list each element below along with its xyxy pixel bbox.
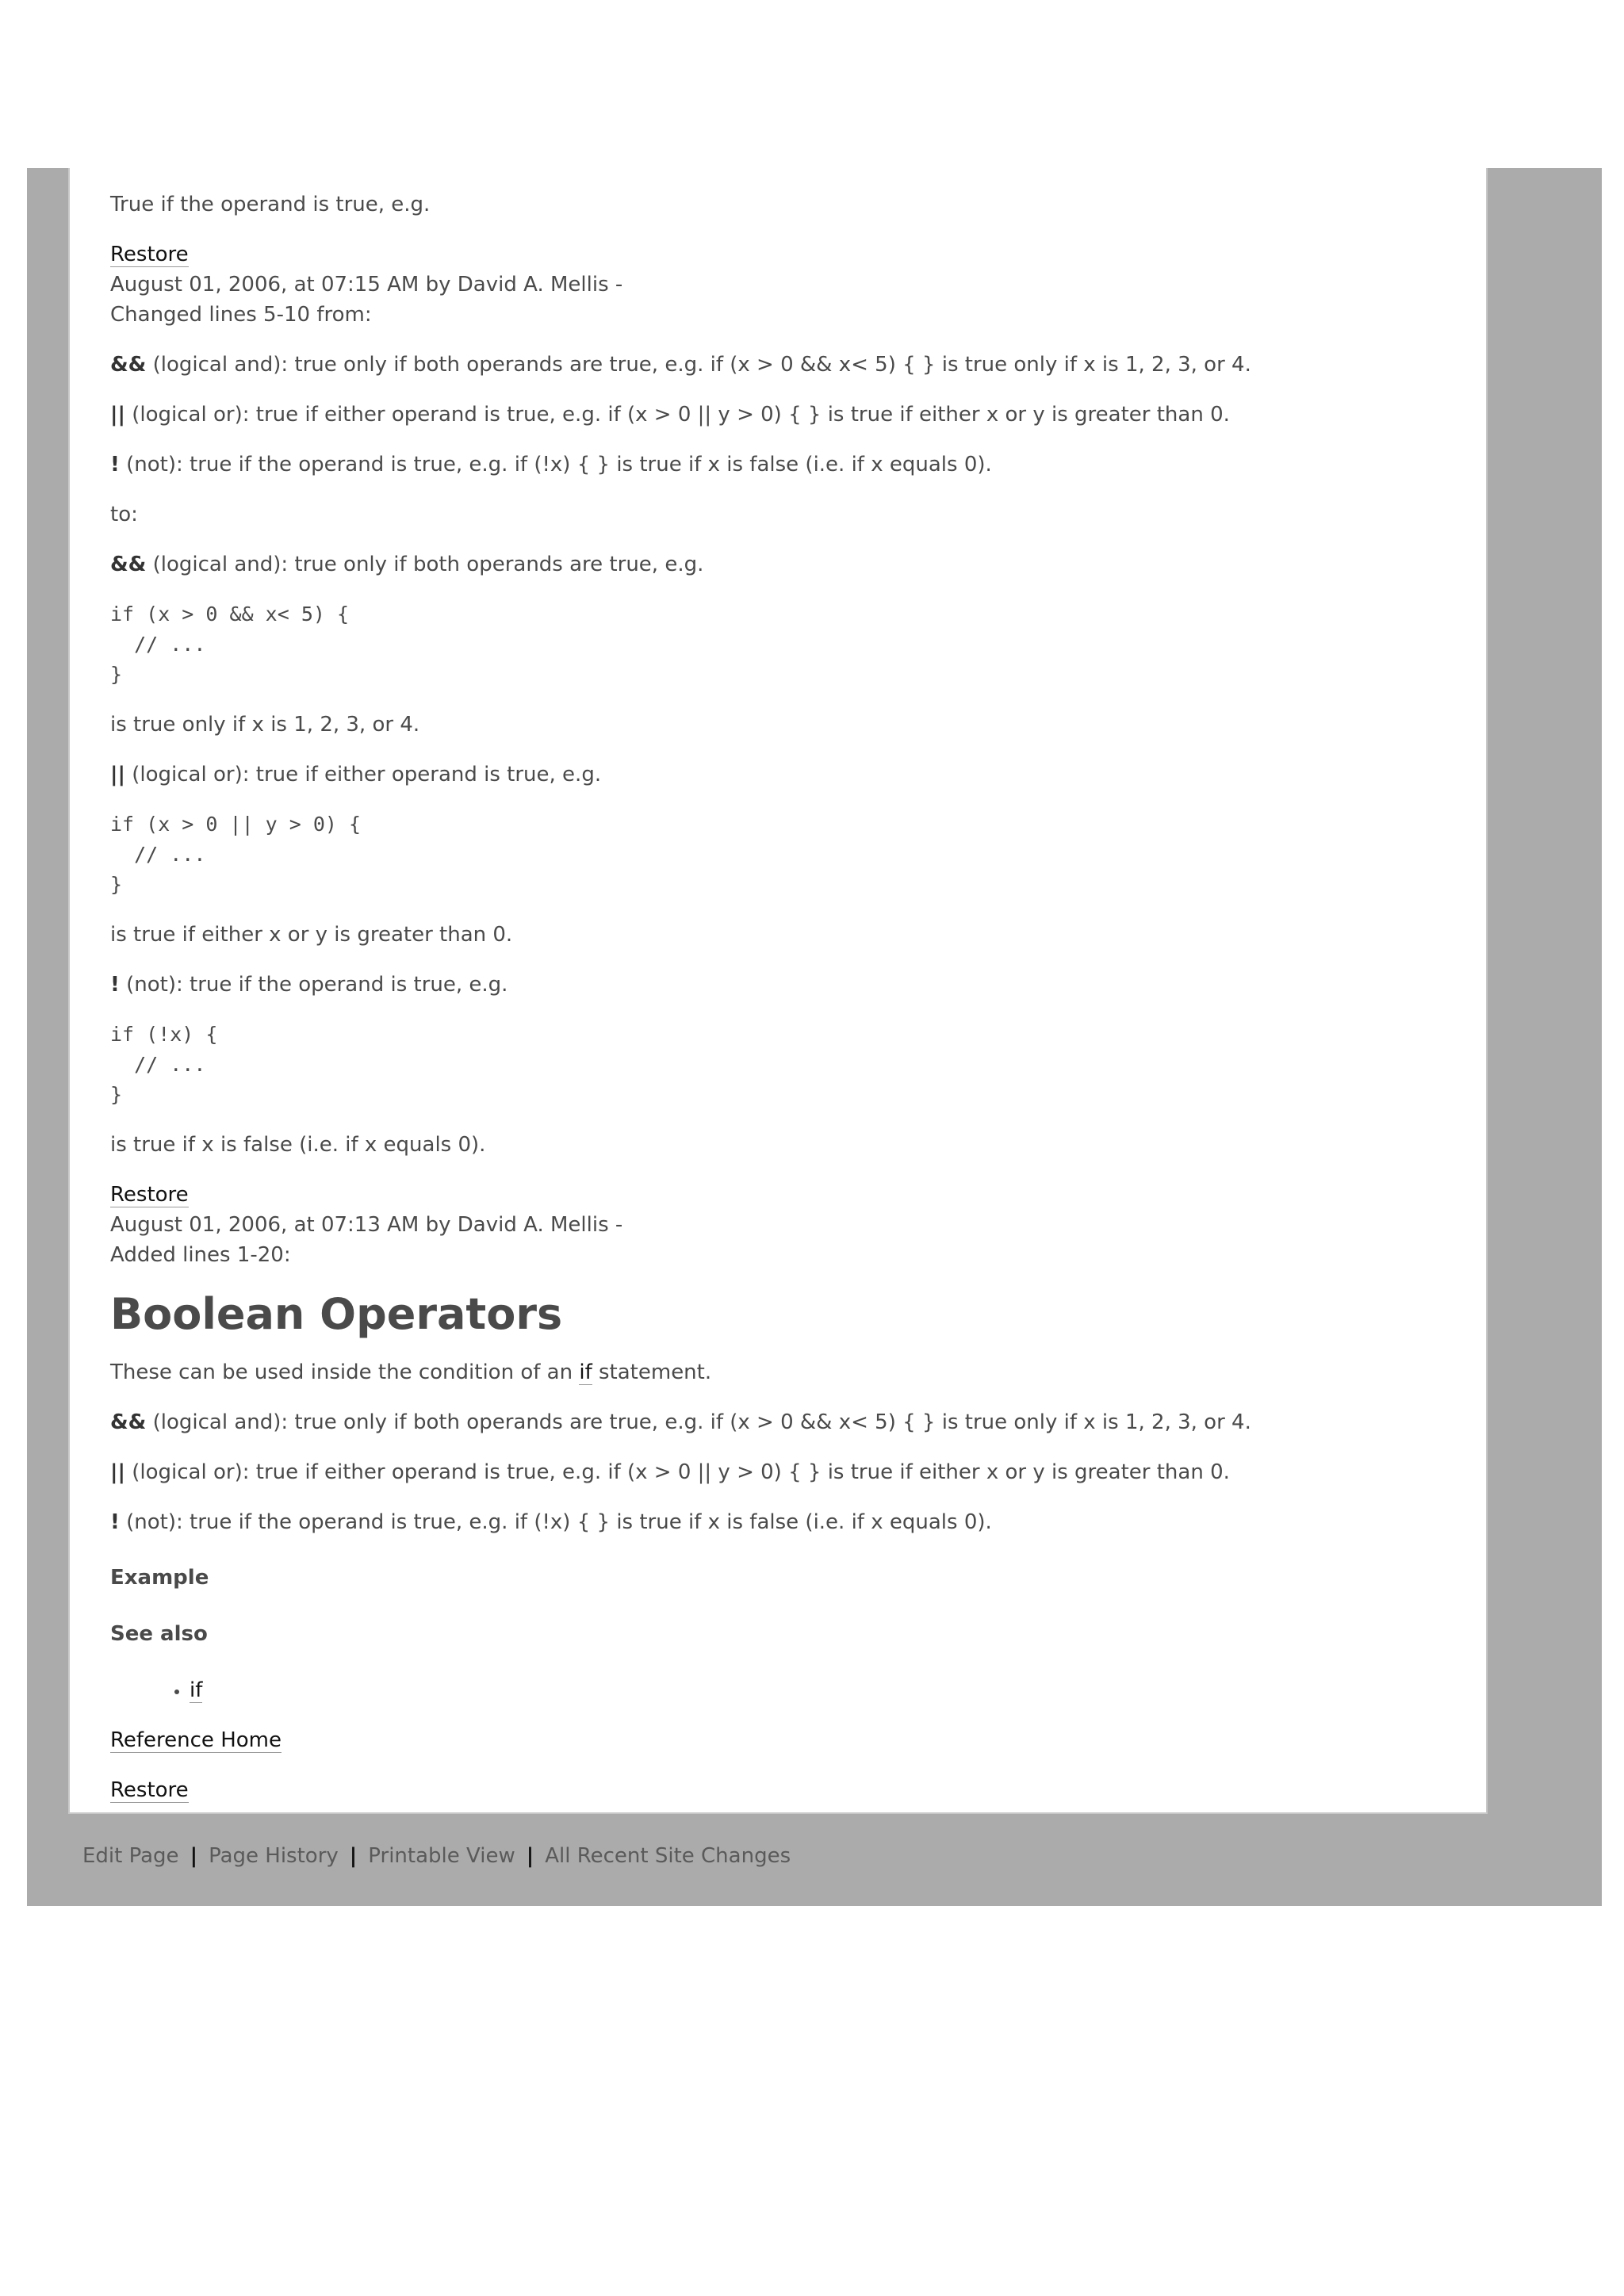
page-frame xyxy=(27,168,1602,1906)
or-result: is true if either x or y is greater than 0. xyxy=(110,923,513,947)
not-description: ! (not): true if the operand is true, e.g. if (!x) { } is true if x is false (i.e. if x equals 0). xyxy=(110,1510,992,1534)
see-also-heading: See also xyxy=(110,1622,208,1646)
or-operator: || xyxy=(110,763,125,786)
page-content xyxy=(110,189,1458,1825)
or-description: || (logical or): true if either operand is true, e.g. if (x > 0 || y > 0) { } is true if either x or y is greater than 0. xyxy=(110,403,1230,427)
not-description: ! (not): true if the operand is true, e.g. if (!x) { } is true if x is false (i.e. if x equals 0). xyxy=(110,453,992,476)
lead-text: True if the operand is true, e.g. xyxy=(110,193,431,216)
edit-page-link[interactable]: Edit Page xyxy=(82,1844,179,1868)
code-block: if (!x) { // ... } xyxy=(110,1023,218,1106)
or-description: || (logical or): true if either operand is true, e.g. xyxy=(110,763,602,786)
printable-view-link[interactable]: Printable View xyxy=(368,1844,515,1868)
and-operator: && xyxy=(110,353,147,377)
or-operator: || xyxy=(110,1460,125,1484)
see-also-list xyxy=(110,1675,1458,1705)
restore-link[interactable]: Restore xyxy=(110,1183,189,1207)
recent-changes-link[interactable]: All Recent Site Changes xyxy=(545,1844,791,1868)
reference-home-link[interactable]: Reference Home xyxy=(110,1728,282,1752)
and-result: is true only if x is 1, 2, 3, or 4. xyxy=(110,713,420,737)
list-item xyxy=(190,1675,1458,1705)
page-title: Boolean Operators xyxy=(110,1289,563,1339)
and-description: && (logical and): true only if both operands are true, e.g. if (x > 0 && x< 5) { } is true only if x is 1, 2, 3, or 4. xyxy=(110,1410,1251,1434)
or-description: || (logical or): true if either operand is true, e.g. if (x > 0 || y > 0) { } is true if either x or y is greater than 0. xyxy=(110,1460,1230,1484)
if-link[interactable]: if xyxy=(579,1360,592,1384)
code-block: if (x > 0 && x< 5) { // ... } xyxy=(110,603,350,686)
code-block: if (x > 0 || y > 0) { // ... } xyxy=(110,813,362,896)
restore-bottom xyxy=(110,1775,1458,1805)
footer-separator: | xyxy=(190,1844,198,1868)
footer-separator: | xyxy=(349,1844,358,1868)
revision-change: Added lines 1-20: xyxy=(110,1243,291,1267)
revision-header xyxy=(110,239,1458,330)
not-description: ! (not): true if the operand is true, e.g. xyxy=(110,973,508,997)
page-history-link[interactable]: Page History xyxy=(209,1844,339,1868)
see-also-if-link[interactable]: if xyxy=(190,1678,203,1702)
content-panel xyxy=(68,168,1488,1814)
revision-header xyxy=(110,1180,1458,1270)
footer-nav xyxy=(82,1841,791,1871)
intro-text: These can be used inside the condition of an if statement. xyxy=(110,1360,712,1384)
revision-change: Changed lines 5-10 from: xyxy=(110,303,372,327)
and-description: && (logical and): true only if both operands are true, e.g. xyxy=(110,553,704,576)
footer-separator: | xyxy=(526,1844,534,1868)
restore-link[interactable]: Restore xyxy=(110,1778,189,1802)
restore-link[interactable]: Restore xyxy=(110,243,189,266)
or-operator: || xyxy=(110,403,125,427)
example-heading: Example xyxy=(110,1566,209,1590)
and-operator: && xyxy=(110,553,147,576)
not-operator: ! xyxy=(110,1510,120,1534)
revision-date: August 01, 2006, at 07:15 AM by David A. Mellis - xyxy=(110,273,623,297)
revision-date: August 01, 2006, at 07:13 AM by David A. Mellis - xyxy=(110,1213,623,1237)
reference-home xyxy=(110,1725,1458,1755)
not-operator: ! xyxy=(110,973,120,997)
not-result: is true if x is false (i.e. if x equals 0). xyxy=(110,1133,486,1157)
not-operator: ! xyxy=(110,453,120,476)
and-description: && (logical and): true only if both operands are true, e.g. if (x > 0 && x< 5) { } is true only if x is 1, 2, 3, or 4. xyxy=(110,353,1251,377)
and-operator: && xyxy=(110,1410,147,1434)
to-label: to: xyxy=(110,503,138,526)
